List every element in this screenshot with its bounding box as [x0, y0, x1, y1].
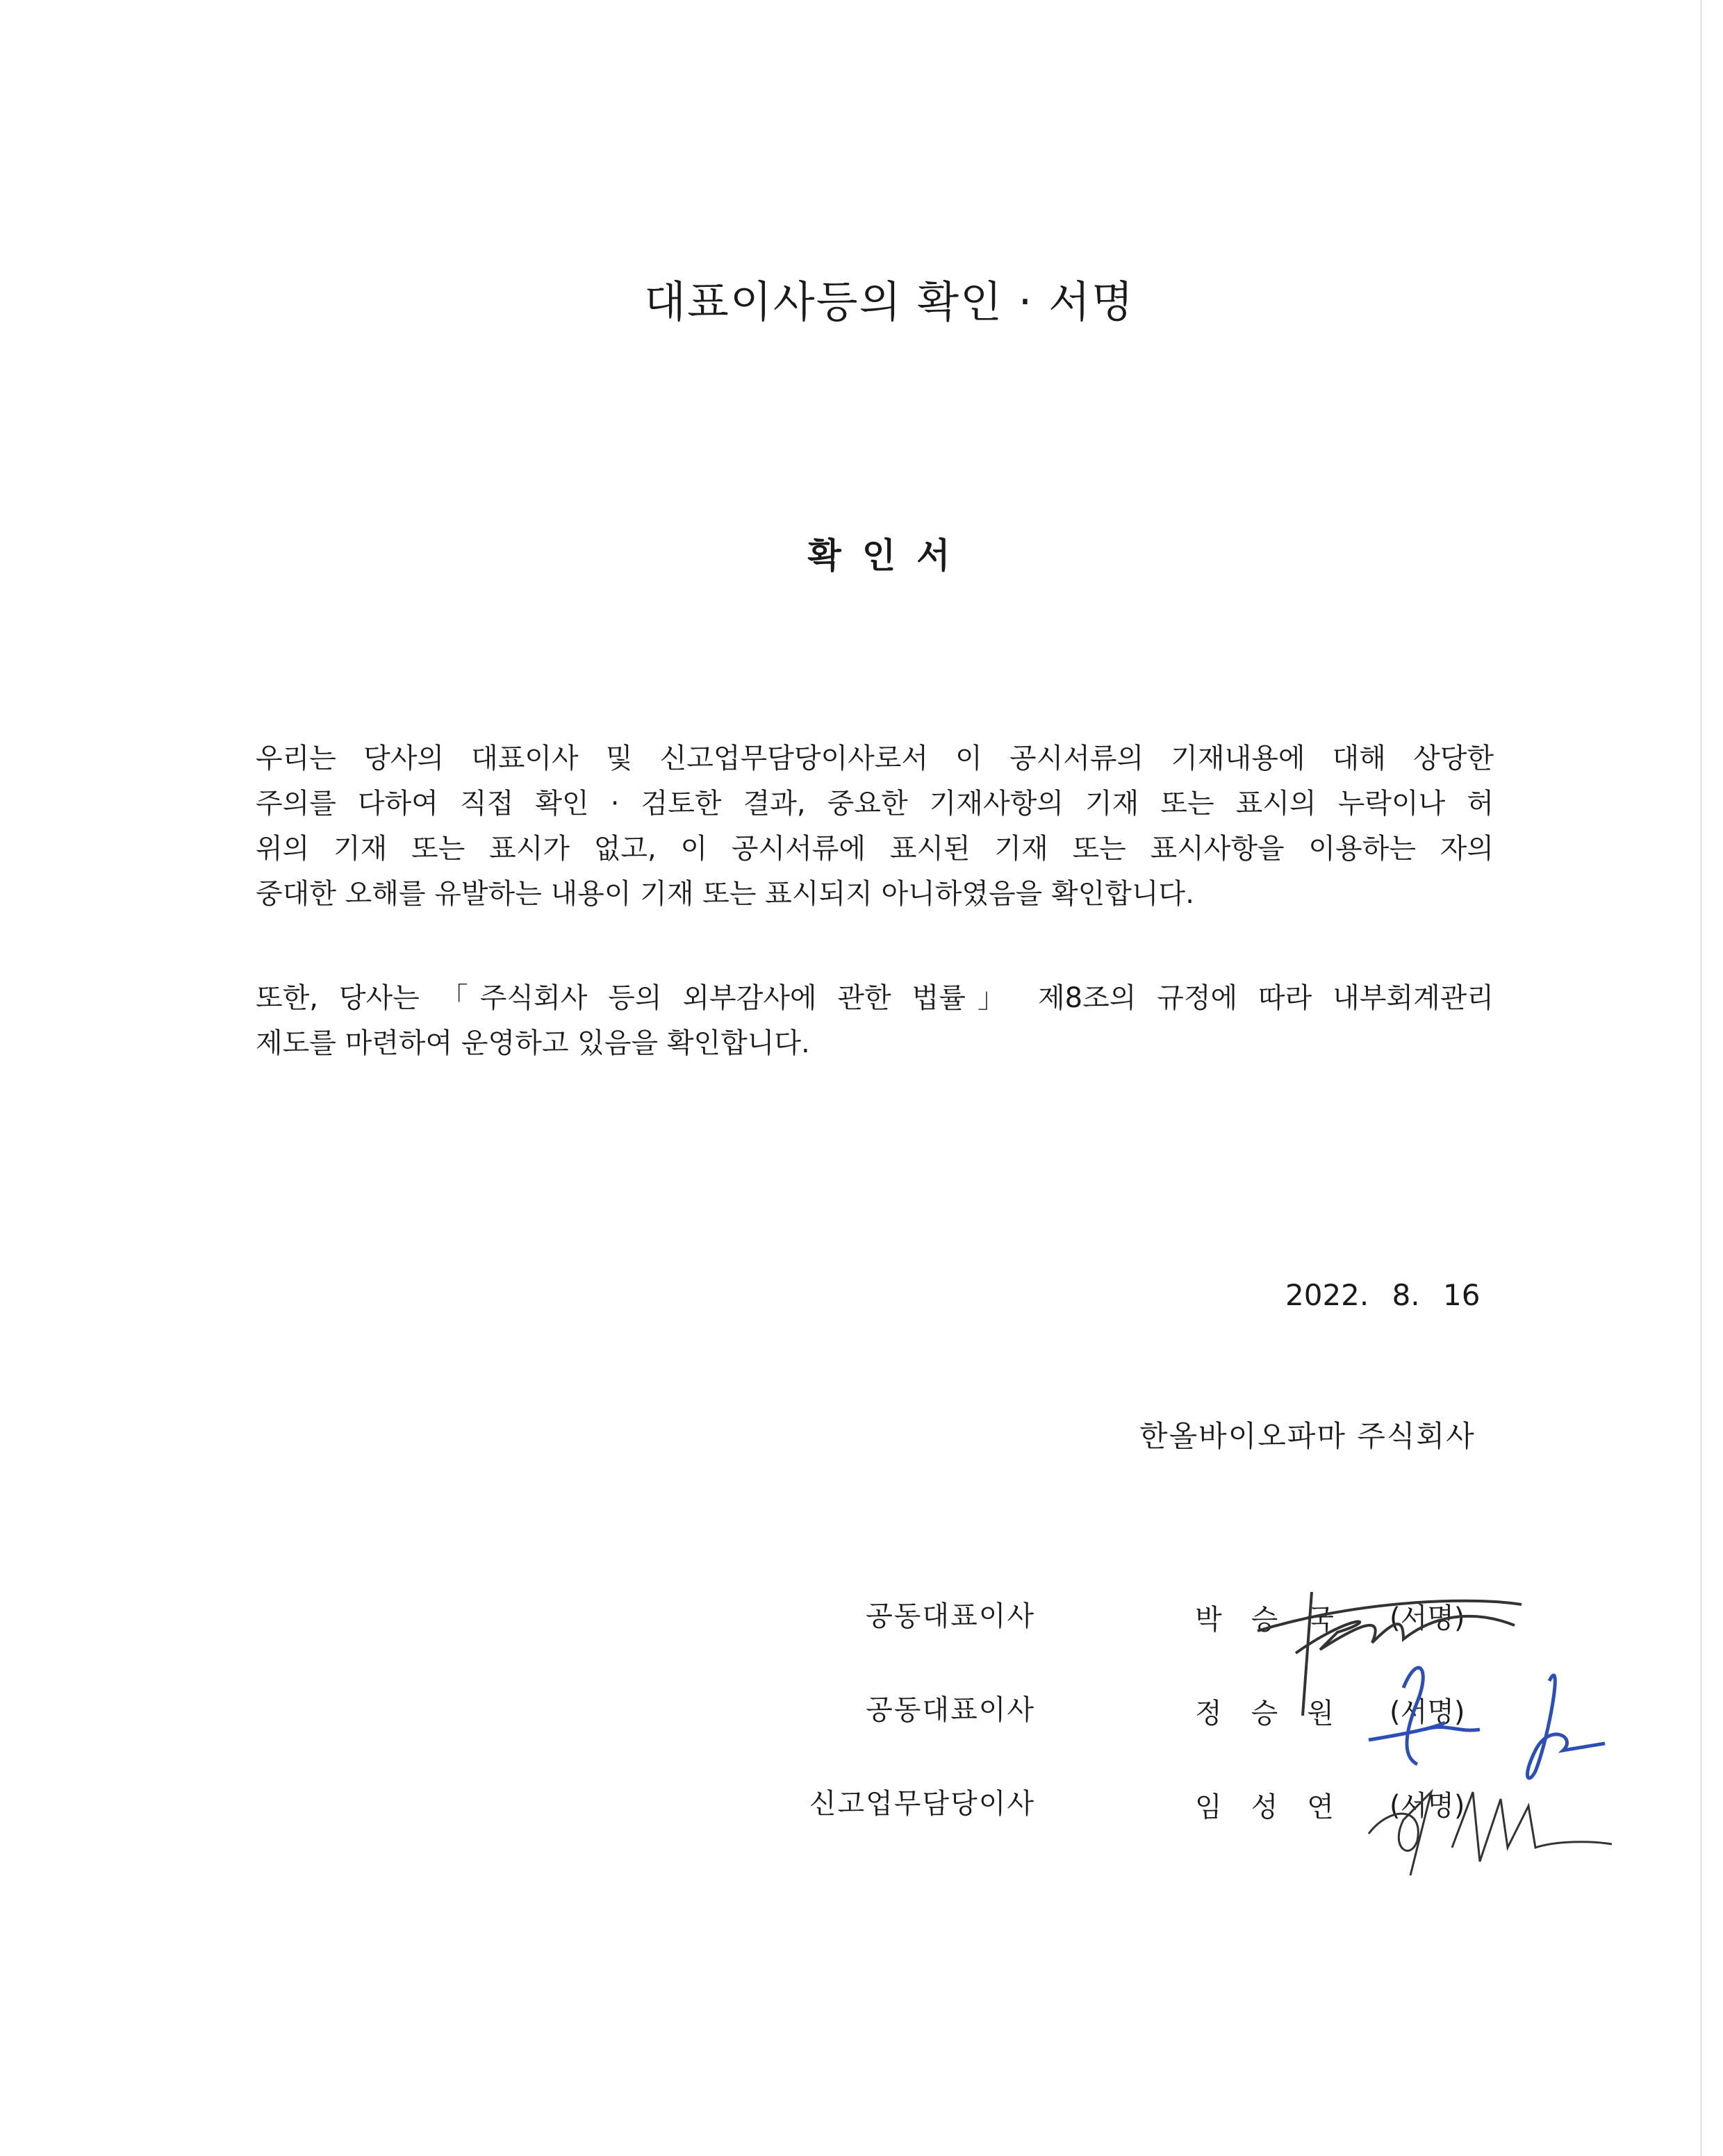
- page-title: 대표이사등의 확인 · 서명: [644, 276, 1135, 327]
- signatory-role: 공동대표이사: [866, 1694, 1035, 1726]
- document-subtitle: 확인서: [807, 536, 971, 576]
- signature-placeholder: (서명): [1390, 1696, 1465, 1728]
- document-date: 2022. 8. 16: [1285, 1278, 1481, 1312]
- paragraph-line: 주의를 다하여 직접 확인 · 검토한 결과, 중요한 기재사항의 기재 또는 표시의 누락이나 허: [256, 788, 1494, 820]
- signatory-name: 박승국: [1195, 1604, 1363, 1636]
- paragraph-line: 또한, 당사는 「주식회사 등의 외부감사에 관한 법률」 제8조의 규정에 따라 내부회계관리: [256, 982, 1494, 1014]
- signature-placeholder: (서명): [1390, 1790, 1465, 1822]
- paragraph-line: 우리는 당사의 대표이사 및 신고업무담당이사로서 이 공시서류의 기재내용에 대해 상당한: [256, 743, 1494, 774]
- paragraph-line: 위의 기재 또는 표시가 없고, 이 공시서류에 표시된 기재 또는 표시사항을 이용하는 자의: [256, 833, 1494, 865]
- signatory-role: 공동대표이사: [866, 1600, 1035, 1632]
- signatory-name: 정승원: [1195, 1698, 1363, 1730]
- signatory-name: 임성연: [1195, 1791, 1363, 1823]
- paragraph-line: 제도를 마련하여 운영하고 있음을 확인합니다.: [256, 1027, 810, 1059]
- signatory-role: 신고업무담당이사: [809, 1788, 1035, 1820]
- paragraph-line: 중대한 오해를 유발하는 내용이 기재 또는 표시되지 아니하였음을 확인합니다.: [256, 878, 1194, 910]
- signature-placeholder: (서명): [1390, 1602, 1465, 1634]
- company-name: 한올바이오파마 주식회사: [1139, 1419, 1476, 1453]
